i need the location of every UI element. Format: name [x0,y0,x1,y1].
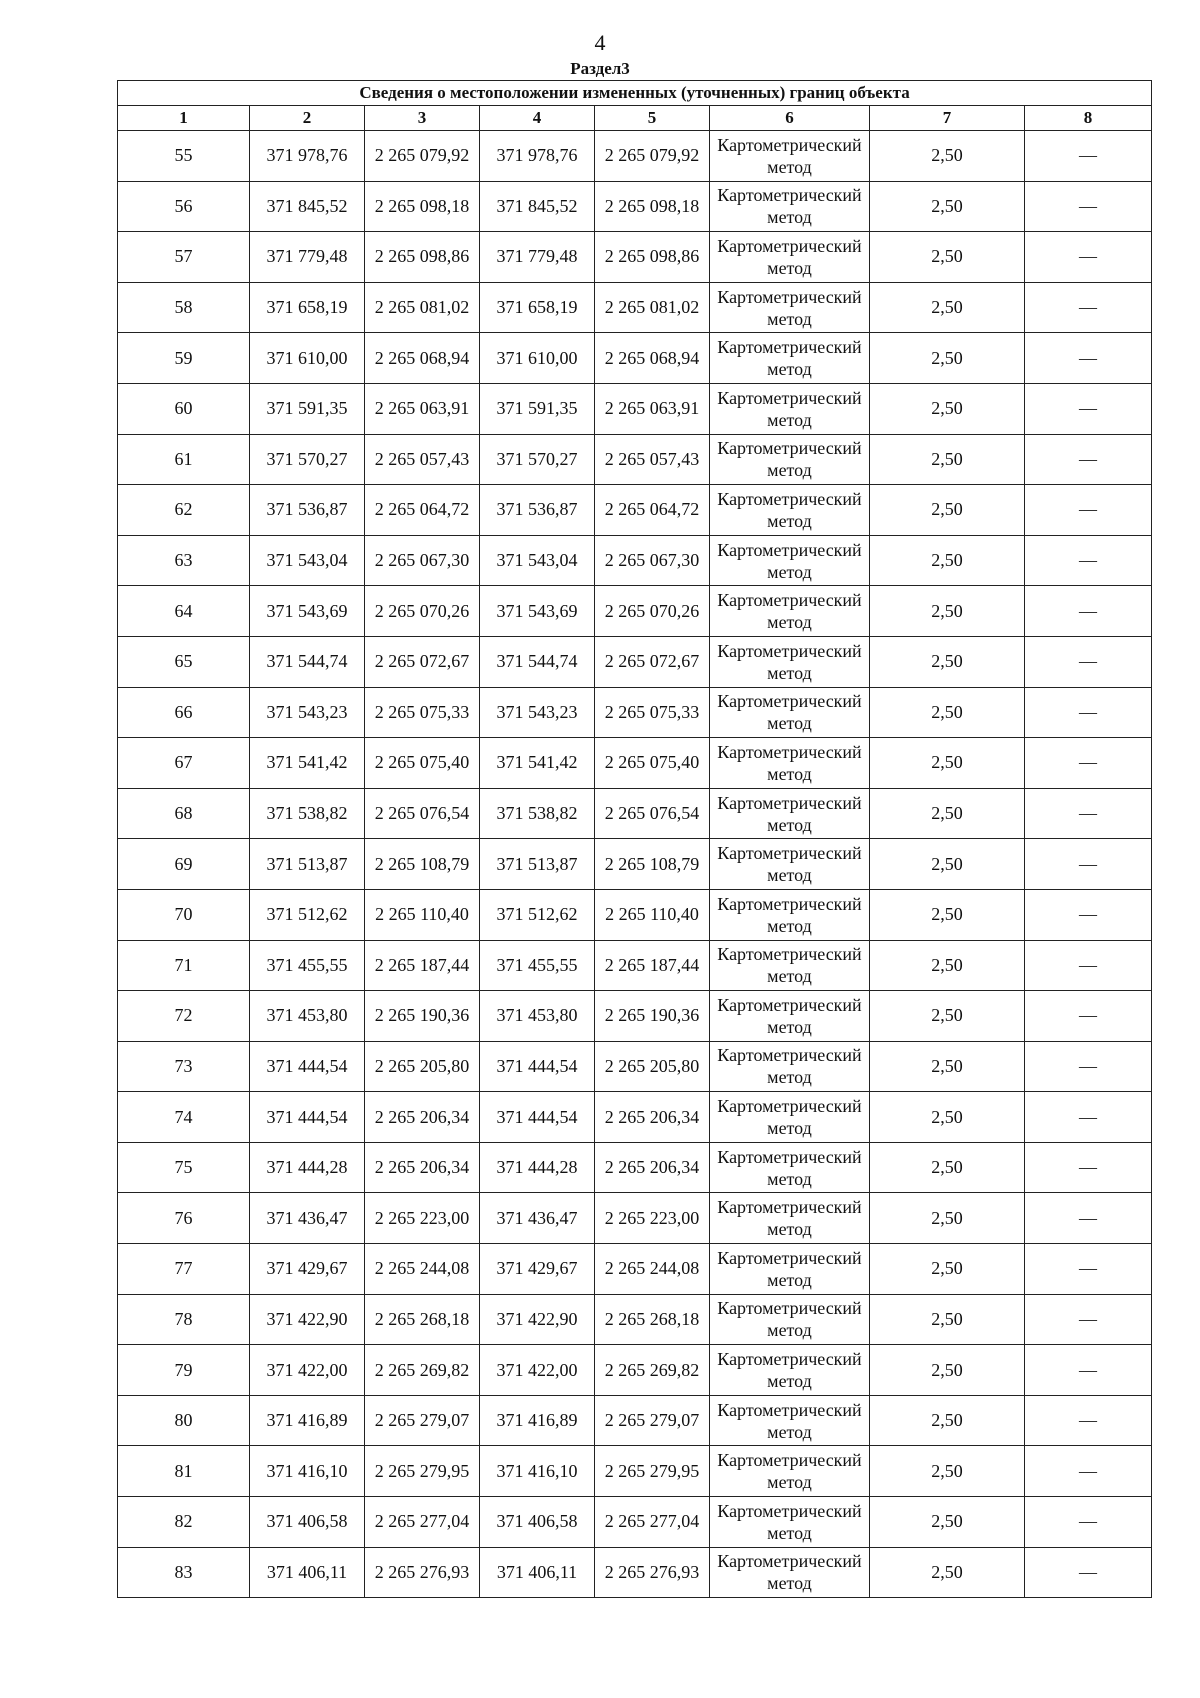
note-cell: — [1025,788,1152,839]
existing-y-cell: 2 265 277,04 [365,1497,480,1548]
point-number-cell: 77 [118,1244,250,1295]
existing-y-cell: 2 265 098,86 [365,232,480,283]
refined-y-cell: 2 265 279,07 [595,1395,710,1446]
table-row [118,1142,1152,1193]
table-row [118,1193,1152,1244]
method-cell: Картометрический метод [710,282,870,333]
existing-y-cell: 2 265 223,00 [365,1193,480,1244]
existing-x-cell: 371 543,69 [250,586,365,637]
table-body [118,131,1152,1598]
point-number-cell: 81 [118,1446,250,1497]
table-row [118,687,1152,738]
accuracy-cell: 2,50 [870,232,1025,283]
method-cell: Картометрический метод [710,1244,870,1295]
table-row [118,333,1152,384]
accuracy-cell: 2,50 [870,383,1025,434]
method-cell: Картометрический метод [710,383,870,434]
accuracy-cell: 2,50 [870,1041,1025,1092]
existing-y-cell: 2 265 068,94 [365,333,480,384]
point-number-cell: 57 [118,232,250,283]
refined-x-cell: 371 444,54 [480,1041,595,1092]
existing-x-cell: 371 406,11 [250,1547,365,1598]
table-row [118,1092,1152,1143]
table-row [118,383,1152,434]
existing-x-cell: 371 538,82 [250,788,365,839]
point-number-cell: 69 [118,839,250,890]
existing-y-cell: 2 265 269,82 [365,1345,480,1396]
note-cell: — [1025,1446,1152,1497]
column-header: 8 [1025,106,1152,131]
refined-x-cell: 371 416,89 [480,1395,595,1446]
method-cell: Картометрический метод [710,788,870,839]
method-cell: Картометрический метод [710,485,870,536]
refined-x-cell: 371 453,80 [480,991,595,1042]
existing-x-cell: 371 845,52 [250,181,365,232]
column-header-row [118,106,1152,131]
method-cell: Картометрический метод [710,1092,870,1143]
refined-y-cell: 2 265 276,93 [595,1547,710,1598]
existing-x-cell: 371 453,80 [250,991,365,1042]
accuracy-cell: 2,50 [870,535,1025,586]
accuracy-cell: 2,50 [870,940,1025,991]
note-cell: — [1025,839,1152,890]
refined-y-cell: 2 265 068,94 [595,333,710,384]
existing-x-cell: 371 513,87 [250,839,365,890]
refined-x-cell: 371 538,82 [480,788,595,839]
refined-x-cell: 371 543,69 [480,586,595,637]
point-number-cell: 72 [118,991,250,1042]
table-row [118,485,1152,536]
note-cell: — [1025,738,1152,789]
accuracy-cell: 2,50 [870,1142,1025,1193]
table-row [118,1244,1152,1295]
accuracy-cell: 2,50 [870,839,1025,890]
column-header: 6 [710,106,870,131]
refined-x-cell: 371 541,42 [480,738,595,789]
table-row [118,586,1152,637]
accuracy-cell: 2,50 [870,485,1025,536]
refined-y-cell: 2 265 098,86 [595,232,710,283]
method-cell: Картометрический метод [710,586,870,637]
table-row [118,1446,1152,1497]
existing-y-cell: 2 265 108,79 [365,839,480,890]
note-cell: — [1025,485,1152,536]
accuracy-cell: 2,50 [870,1294,1025,1345]
existing-x-cell: 371 543,04 [250,535,365,586]
column-header: 5 [595,106,710,131]
note-cell: — [1025,1294,1152,1345]
table-row [118,535,1152,586]
refined-y-cell: 2 265 206,34 [595,1092,710,1143]
note-cell: — [1025,383,1152,434]
refined-x-cell: 371 543,23 [480,687,595,738]
refined-x-cell: 371 536,87 [480,485,595,536]
existing-y-cell: 2 265 279,07 [365,1395,480,1446]
table-row [118,839,1152,890]
refined-y-cell: 2 265 075,33 [595,687,710,738]
refined-x-cell: 371 512,62 [480,889,595,940]
refined-x-cell: 371 978,76 [480,131,595,182]
refined-y-cell: 2 265 057,43 [595,434,710,485]
refined-x-cell: 371 779,48 [480,232,595,283]
existing-x-cell: 371 543,23 [250,687,365,738]
method-cell: Картометрический метод [710,232,870,283]
existing-x-cell: 371 512,62 [250,889,365,940]
table-row [118,1294,1152,1345]
existing-y-cell: 2 265 276,93 [365,1547,480,1598]
refined-x-cell: 371 422,90 [480,1294,595,1345]
method-cell: Картометрический метод [710,1446,870,1497]
refined-x-cell: 371 455,55 [480,940,595,991]
refined-y-cell: 2 265 244,08 [595,1244,710,1295]
method-cell: Картометрический метод [710,1547,870,1598]
point-number-cell: 82 [118,1497,250,1548]
column-header: 1 [118,106,250,131]
point-number-cell: 76 [118,1193,250,1244]
point-number-cell: 55 [118,131,250,182]
method-cell: Картометрический метод [710,535,870,586]
note-cell: — [1025,586,1152,637]
point-number-cell: 59 [118,333,250,384]
refined-x-cell: 371 570,27 [480,434,595,485]
note-cell: — [1025,1142,1152,1193]
existing-x-cell: 371 591,35 [250,383,365,434]
method-cell: Картометрический метод [710,687,870,738]
method-cell: Картометрический метод [710,1193,870,1244]
refined-y-cell: 2 265 205,80 [595,1041,710,1092]
accuracy-cell: 2,50 [870,1092,1025,1143]
point-number-cell: 79 [118,1345,250,1396]
existing-y-cell: 2 265 067,30 [365,535,480,586]
existing-y-cell: 2 265 075,40 [365,738,480,789]
existing-y-cell: 2 265 098,18 [365,181,480,232]
page-number: 4 [594,30,606,55]
note-cell: — [1025,282,1152,333]
point-number-cell: 73 [118,1041,250,1092]
existing-y-cell: 2 265 064,72 [365,485,480,536]
note-cell: — [1025,1244,1152,1295]
table-row [118,738,1152,789]
refined-x-cell: 371 444,28 [480,1142,595,1193]
table-row [118,131,1152,182]
refined-y-cell: 2 265 206,34 [595,1142,710,1193]
refined-x-cell: 371 513,87 [480,839,595,890]
existing-x-cell: 371 444,28 [250,1142,365,1193]
existing-x-cell: 371 779,48 [250,232,365,283]
column-header: 7 [870,106,1025,131]
existing-y-cell: 2 265 205,80 [365,1041,480,1092]
refined-x-cell: 371 845,52 [480,181,595,232]
existing-x-cell: 371 416,10 [250,1446,365,1497]
existing-y-cell: 2 265 063,91 [365,383,480,434]
note-cell: — [1025,535,1152,586]
refined-x-cell: 371 436,47 [480,1193,595,1244]
refined-y-cell: 2 265 063,91 [595,383,710,434]
existing-x-cell: 371 416,89 [250,1395,365,1446]
existing-x-cell: 371 541,42 [250,738,365,789]
refined-y-cell: 2 265 075,40 [595,738,710,789]
method-cell: Картометрический метод [710,1345,870,1396]
point-number-cell: 75 [118,1142,250,1193]
accuracy-cell: 2,50 [870,131,1025,182]
accuracy-cell: 2,50 [870,282,1025,333]
existing-y-cell: 2 265 079,92 [365,131,480,182]
method-cell: Картометрический метод [710,181,870,232]
accuracy-cell: 2,50 [870,687,1025,738]
existing-x-cell: 371 444,54 [250,1041,365,1092]
method-cell: Картометрический метод [710,991,870,1042]
accuracy-cell: 2,50 [870,991,1025,1042]
point-number-cell: 67 [118,738,250,789]
method-cell: Картометрический метод [710,1497,870,1548]
existing-y-cell: 2 265 076,54 [365,788,480,839]
point-number-cell: 83 [118,1547,250,1598]
table-row [118,1395,1152,1446]
existing-y-cell: 2 265 190,36 [365,991,480,1042]
existing-y-cell: 2 265 075,33 [365,687,480,738]
refined-x-cell: 371 416,10 [480,1446,595,1497]
note-cell: — [1025,687,1152,738]
refined-x-cell: 371 444,54 [480,1092,595,1143]
note-cell: — [1025,1041,1152,1092]
refined-y-cell: 2 265 190,36 [595,991,710,1042]
refined-y-cell: 2 265 279,95 [595,1446,710,1497]
table-row [118,940,1152,991]
accuracy-cell: 2,50 [870,1497,1025,1548]
note-cell: — [1025,181,1152,232]
accuracy-cell: 2,50 [870,586,1025,637]
existing-x-cell: 371 429,67 [250,1244,365,1295]
method-cell: Картометрический метод [710,889,870,940]
point-number-cell: 74 [118,1092,250,1143]
existing-y-cell: 2 265 279,95 [365,1446,480,1497]
refined-y-cell: 2 265 067,30 [595,535,710,586]
accuracy-cell: 2,50 [870,788,1025,839]
point-number-cell: 80 [118,1395,250,1446]
point-number-cell: 78 [118,1294,250,1345]
note-cell: — [1025,940,1152,991]
existing-x-cell: 371 610,00 [250,333,365,384]
existing-y-cell: 2 265 081,02 [365,282,480,333]
note-cell: — [1025,1092,1152,1143]
note-cell: — [1025,1547,1152,1598]
point-number-cell: 58 [118,282,250,333]
refined-x-cell: 371 544,74 [480,636,595,687]
refined-y-cell: 2 265 110,40 [595,889,710,940]
accuracy-cell: 2,50 [870,1244,1025,1295]
point-number-cell: 68 [118,788,250,839]
method-cell: Картометрический метод [710,1142,870,1193]
method-cell: Картометрический метод [710,738,870,789]
accuracy-cell: 2,50 [870,1193,1025,1244]
existing-x-cell: 371 406,58 [250,1497,365,1548]
existing-x-cell: 371 422,00 [250,1345,365,1396]
refined-x-cell: 371 429,67 [480,1244,595,1295]
point-number-cell: 70 [118,889,250,940]
refined-y-cell: 2 265 081,02 [595,282,710,333]
existing-x-cell: 371 422,90 [250,1294,365,1345]
method-cell: Картометрический метод [710,1395,870,1446]
column-header: 4 [480,106,595,131]
table-row [118,1041,1152,1092]
refined-x-cell: 371 610,00 [480,333,595,384]
point-number-cell: 61 [118,434,250,485]
table-row [118,991,1152,1042]
method-cell: Картометрический метод [710,131,870,182]
point-number-cell: 56 [118,181,250,232]
refined-y-cell: 2 265 070,26 [595,586,710,637]
column-header: 2 [250,106,365,131]
refined-y-cell: 2 265 064,72 [595,485,710,536]
table-row [118,636,1152,687]
refined-y-cell: 2 265 269,82 [595,1345,710,1396]
refined-y-cell: 2 265 079,92 [595,131,710,182]
note-cell: — [1025,636,1152,687]
existing-y-cell: 2 265 070,26 [365,586,480,637]
accuracy-cell: 2,50 [870,889,1025,940]
table-row [118,1345,1152,1396]
note-cell: — [1025,131,1152,182]
existing-y-cell: 2 265 244,08 [365,1244,480,1295]
existing-y-cell: 2 265 268,18 [365,1294,480,1345]
table-row [118,788,1152,839]
note-cell: — [1025,889,1152,940]
method-cell: Картометрический метод [710,839,870,890]
accuracy-cell: 2,50 [870,636,1025,687]
point-number-cell: 66 [118,687,250,738]
existing-y-cell: 2 265 057,43 [365,434,480,485]
table-row [118,889,1152,940]
section-title: Раздел3 [570,59,630,78]
accuracy-cell: 2,50 [870,1345,1025,1396]
existing-x-cell: 371 444,54 [250,1092,365,1143]
existing-x-cell: 371 658,19 [250,282,365,333]
refined-y-cell: 2 265 072,67 [595,636,710,687]
note-cell: — [1025,1193,1152,1244]
point-number-cell: 60 [118,383,250,434]
refined-x-cell: 371 422,00 [480,1345,595,1396]
point-number-cell: 65 [118,636,250,687]
accuracy-cell: 2,50 [870,333,1025,384]
column-header: 3 [365,106,480,131]
table-row [118,1497,1152,1548]
table-row [118,232,1152,283]
note-cell: — [1025,1497,1152,1548]
note-cell: — [1025,333,1152,384]
accuracy-cell: 2,50 [870,738,1025,789]
refined-y-cell: 2 265 277,04 [595,1497,710,1548]
method-cell: Картометрический метод [710,1294,870,1345]
refined-y-cell: 2 265 098,18 [595,181,710,232]
refined-x-cell: 371 543,04 [480,535,595,586]
table-row [118,181,1152,232]
point-number-cell: 63 [118,535,250,586]
table-row [118,434,1152,485]
refined-y-cell: 2 265 076,54 [595,788,710,839]
refined-y-cell: 2 265 268,18 [595,1294,710,1345]
existing-x-cell: 371 544,74 [250,636,365,687]
existing-x-cell: 371 570,27 [250,434,365,485]
note-cell: — [1025,434,1152,485]
existing-y-cell: 2 265 072,67 [365,636,480,687]
refined-x-cell: 371 658,19 [480,282,595,333]
method-cell: Картометрический метод [710,333,870,384]
accuracy-cell: 2,50 [870,434,1025,485]
refined-y-cell: 2 265 223,00 [595,1193,710,1244]
table-caption: Сведения о местоположении измененных (уточненных) границ объекта [118,81,1152,106]
refined-x-cell: 371 406,58 [480,1497,595,1548]
refined-y-cell: 2 265 187,44 [595,940,710,991]
method-cell: Картометрический метод [710,636,870,687]
point-number-cell: 62 [118,485,250,536]
note-cell: — [1025,1395,1152,1446]
coordinates-table [117,80,1152,1598]
note-cell: — [1025,232,1152,283]
accuracy-cell: 2,50 [870,1547,1025,1598]
method-cell: Картометрический метод [710,1041,870,1092]
existing-x-cell: 371 978,76 [250,131,365,182]
existing-x-cell: 371 436,47 [250,1193,365,1244]
accuracy-cell: 2,50 [870,1395,1025,1446]
existing-y-cell: 2 265 110,40 [365,889,480,940]
table-row [118,1547,1152,1598]
accuracy-cell: 2,50 [870,181,1025,232]
refined-x-cell: 371 406,11 [480,1547,595,1598]
existing-y-cell: 2 265 206,34 [365,1142,480,1193]
method-cell: Картометрический метод [710,940,870,991]
refined-x-cell: 371 591,35 [480,383,595,434]
refined-y-cell: 2 265 108,79 [595,839,710,890]
note-cell: — [1025,1345,1152,1396]
point-number-cell: 64 [118,586,250,637]
existing-x-cell: 371 455,55 [250,940,365,991]
accuracy-cell: 2,50 [870,1446,1025,1497]
note-cell: — [1025,991,1152,1042]
point-number-cell: 71 [118,940,250,991]
existing-y-cell: 2 265 187,44 [365,940,480,991]
existing-y-cell: 2 265 206,34 [365,1092,480,1143]
table-row [118,282,1152,333]
method-cell: Картометрический метод [710,434,870,485]
existing-x-cell: 371 536,87 [250,485,365,536]
